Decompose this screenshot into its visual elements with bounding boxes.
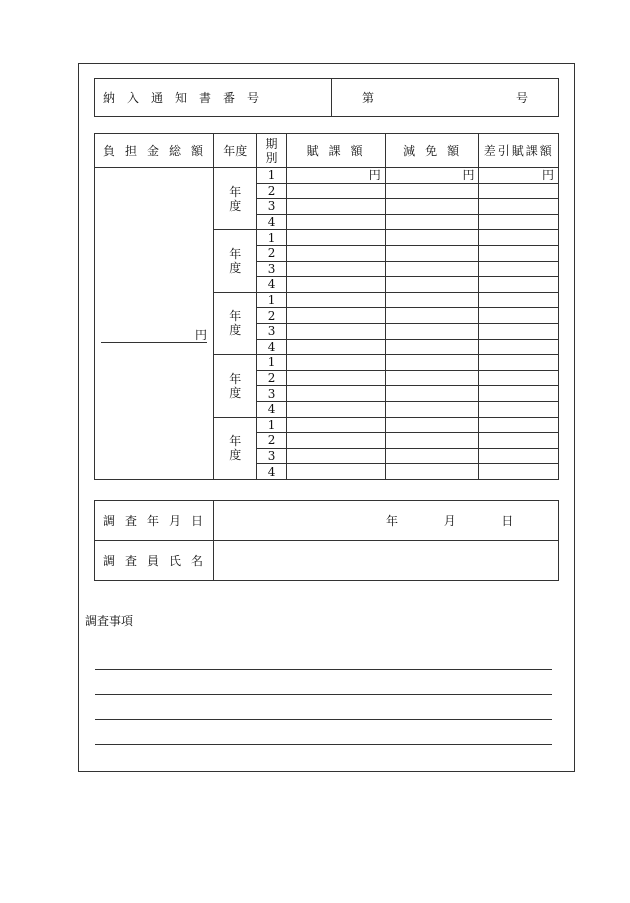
total-amount-line: 円: [101, 328, 207, 343]
assessed-cell[interactable]: [286, 386, 385, 402]
assessed-cell[interactable]: [286, 401, 385, 417]
period-cell: 1: [257, 230, 286, 246]
header-assessed: 賦課額: [286, 134, 385, 168]
net-cell[interactable]: [479, 261, 559, 277]
notice-number-label: 納入通知書番号: [95, 79, 332, 117]
period-cell: 4: [257, 464, 286, 480]
assessed-cell[interactable]: [286, 292, 385, 308]
notes-line[interactable]: [95, 719, 552, 720]
header-total: 負担金総額: [95, 134, 214, 168]
survey-date-label: 調査年月日: [95, 501, 214, 541]
period-cell: 2: [257, 183, 286, 199]
assessed-cell[interactable]: 円: [286, 168, 385, 184]
notes-title: 調査事項: [85, 614, 134, 628]
assessed-cell[interactable]: [286, 433, 385, 449]
period-cell: 3: [257, 323, 286, 339]
net-cell[interactable]: [479, 464, 559, 480]
net-cell[interactable]: [479, 292, 559, 308]
net-cell[interactable]: [479, 183, 559, 199]
reduction-cell[interactable]: [385, 292, 479, 308]
assessed-cell[interactable]: [286, 199, 385, 215]
surveyor-name-label: 調査員氏名: [95, 541, 214, 581]
reduction-cell[interactable]: [385, 355, 479, 371]
net-cell[interactable]: [479, 308, 559, 324]
net-cell[interactable]: 円: [479, 168, 559, 184]
reduction-cell[interactable]: [385, 386, 479, 402]
period-cell: 4: [257, 214, 286, 230]
period-cell: 1: [257, 417, 286, 433]
assessed-cell[interactable]: [286, 448, 385, 464]
year-cell[interactable]: 年度: [214, 292, 257, 354]
net-cell[interactable]: [479, 245, 559, 261]
reduction-cell[interactable]: [385, 245, 479, 261]
period-cell: 4: [257, 401, 286, 417]
net-cell[interactable]: [479, 230, 559, 246]
assessed-cell[interactable]: [286, 277, 385, 293]
assessed-cell[interactable]: [286, 339, 385, 355]
total-amount-cell[interactable]: [95, 168, 214, 480]
notice-number-table: [94, 78, 559, 117]
year-cell[interactable]: 年度: [214, 355, 257, 417]
period-cell: 2: [257, 245, 286, 261]
year-cell[interactable]: 年度: [214, 230, 257, 292]
period-cell: 3: [257, 448, 286, 464]
period-cell: 3: [257, 386, 286, 402]
period-cell: 4: [257, 277, 286, 293]
surveyor-name-field[interactable]: [214, 541, 559, 581]
notice-dai: 第: [362, 91, 375, 105]
reduction-cell[interactable]: [385, 230, 479, 246]
period-cell: 3: [257, 261, 286, 277]
net-cell[interactable]: [479, 386, 559, 402]
notes-line[interactable]: [95, 694, 552, 695]
burden-table: [94, 133, 559, 480]
header-reduction: 減免額: [385, 134, 479, 168]
net-cell[interactable]: [479, 277, 559, 293]
reduction-cell[interactable]: [385, 277, 479, 293]
net-cell[interactable]: [479, 214, 559, 230]
assessed-cell[interactable]: [286, 261, 385, 277]
period-cell: 4: [257, 339, 286, 355]
period-cell: 3: [257, 199, 286, 215]
header-year: 年度: [214, 134, 257, 168]
reduction-cell[interactable]: 円: [385, 168, 479, 184]
period-cell: 2: [257, 308, 286, 324]
reduction-cell[interactable]: [385, 308, 479, 324]
reduction-cell[interactable]: [385, 261, 479, 277]
reduction-cell[interactable]: [385, 214, 479, 230]
reduction-cell[interactable]: [385, 417, 479, 433]
header-net: 差引賦課額: [479, 134, 559, 168]
net-cell[interactable]: [479, 323, 559, 339]
year-cell[interactable]: 年度: [214, 168, 257, 230]
survey-date-field[interactable]: 年 月 日: [214, 501, 559, 541]
reduction-cell[interactable]: [385, 433, 479, 449]
assessed-cell[interactable]: [286, 323, 385, 339]
period-cell: 1: [257, 168, 286, 184]
header-period: 期別: [257, 134, 286, 168]
net-cell[interactable]: [479, 370, 559, 386]
net-cell[interactable]: [479, 199, 559, 215]
assessed-cell[interactable]: [286, 245, 385, 261]
period-cell: 2: [257, 370, 286, 386]
net-cell[interactable]: [479, 401, 559, 417]
reduction-cell[interactable]: [385, 401, 479, 417]
net-cell[interactable]: [479, 339, 559, 355]
reduction-cell[interactable]: [385, 183, 479, 199]
assessed-cell[interactable]: [286, 417, 385, 433]
assessed-cell[interactable]: [286, 370, 385, 386]
assessed-cell[interactable]: [286, 308, 385, 324]
notes-line[interactable]: [95, 669, 552, 670]
assessed-cell[interactable]: [286, 464, 385, 480]
net-cell[interactable]: [479, 448, 559, 464]
net-cell[interactable]: [479, 417, 559, 433]
notes-line[interactable]: [95, 744, 552, 745]
net-cell[interactable]: [479, 433, 559, 449]
survey-table: [94, 500, 559, 581]
year-cell[interactable]: 年度: [214, 417, 257, 479]
assessed-cell[interactable]: [286, 230, 385, 246]
net-cell[interactable]: [479, 355, 559, 371]
assessed-cell[interactable]: [286, 214, 385, 230]
assessed-cell[interactable]: [286, 355, 385, 371]
period-cell: 1: [257, 355, 286, 371]
notice-number-field[interactable]: [332, 79, 559, 117]
reduction-cell[interactable]: [385, 370, 479, 386]
period-cell: 2: [257, 433, 286, 449]
period-cell: 1: [257, 292, 286, 308]
reduction-cell[interactable]: [385, 339, 479, 355]
notice-go: 号: [515, 91, 528, 105]
reduction-cell[interactable]: [385, 464, 479, 480]
reduction-cell[interactable]: [385, 448, 479, 464]
assessed-cell[interactable]: [286, 183, 385, 199]
reduction-cell[interactable]: [385, 199, 479, 215]
reduction-cell[interactable]: [385, 323, 479, 339]
